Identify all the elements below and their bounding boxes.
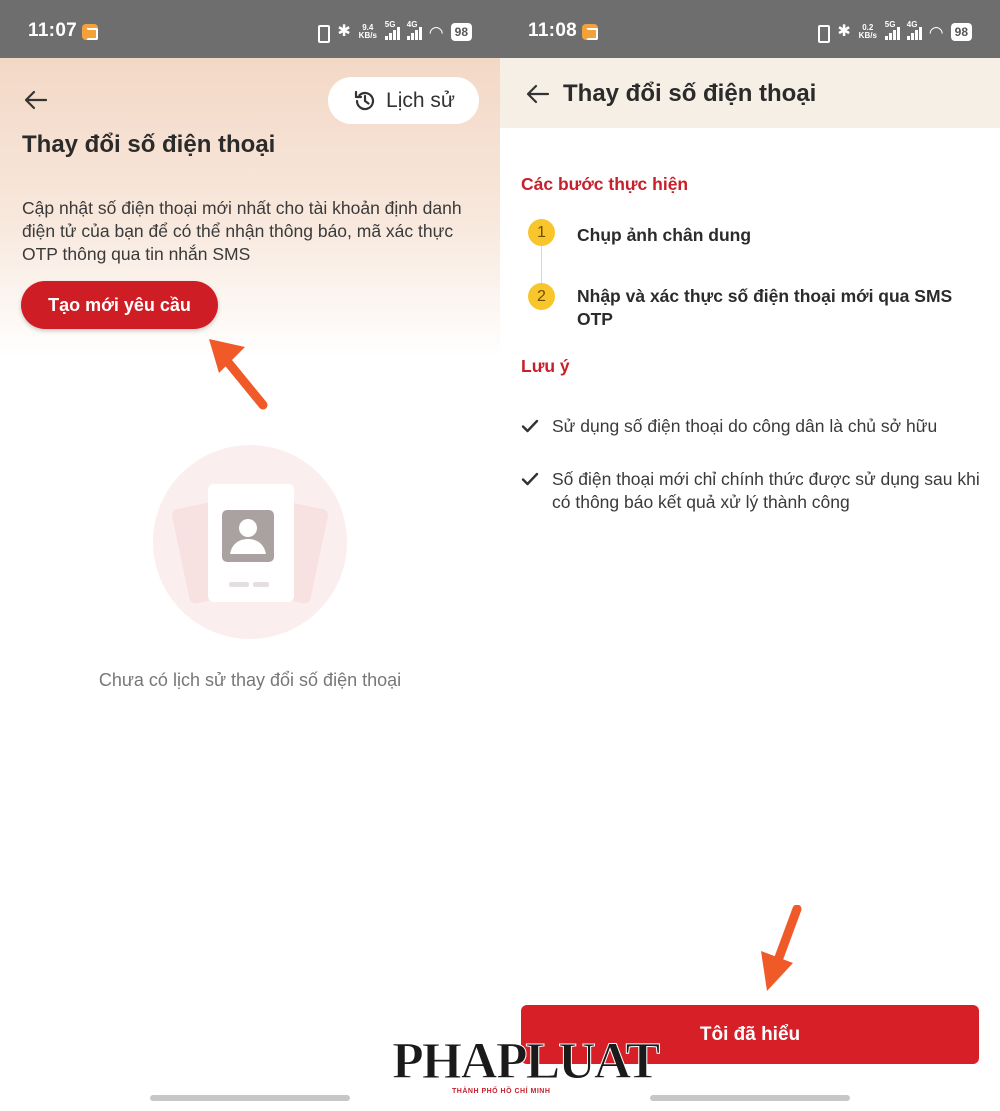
signal-icon: 4G	[407, 24, 422, 40]
battery-icon: 98	[951, 23, 972, 41]
vibrate-icon	[814, 24, 830, 40]
step-label: Nhập và xác thực số điện thoại mới qua SMS OTP	[577, 286, 953, 329]
wifi-icon: ◠	[428, 22, 444, 42]
signal-icon: 5G	[885, 24, 900, 40]
bluetooth-icon: ✱	[837, 23, 851, 40]
step-label: Chụp ảnh chân dung	[577, 225, 752, 245]
battery-icon: 98	[451, 23, 472, 41]
screen-instructions	[500, 0, 1000, 1111]
understood-button[interactable]: Tôi đã hiểu	[521, 1005, 979, 1064]
status-time: 11:08	[528, 20, 578, 41]
vibrate-icon	[314, 24, 330, 40]
app-notification-icon	[82, 24, 98, 40]
step-number-badge: 2	[528, 283, 555, 310]
annotation-arrow-icon	[755, 905, 805, 993]
watermark-logo	[392, 1032, 659, 1096]
signal-icon: 4G	[907, 24, 922, 40]
signal-icon: 5G	[385, 24, 400, 40]
back-arrow-icon[interactable]	[22, 86, 50, 114]
home-indicator[interactable]	[150, 1095, 350, 1101]
annotation-arrow-icon	[205, 333, 275, 413]
history-button[interactable]	[328, 77, 479, 124]
home-indicator[interactable]	[650, 1095, 850, 1101]
status-bar	[500, 0, 1000, 58]
note-item: Sử dụng số điện thoại do công dân là chủ sở hữu	[552, 416, 938, 436]
network-speed: 0.2 KB/s	[858, 23, 877, 40]
status-time: 11:07	[28, 20, 78, 41]
empty-history-illustration	[152, 444, 348, 640]
check-icon	[521, 471, 539, 487]
page-title: Thay đổi số điện thoại	[22, 131, 276, 158]
steps-heading: Các bước thực hiện	[521, 174, 689, 194]
note-item: Số điện thoại mới chỉ chính thức được sử dụng sau khi có thông báo kết quả xử lý thành công	[552, 469, 980, 512]
check-icon	[521, 418, 539, 434]
empty-state-text: Chưa có lịch sử thay đổi số điện thoại	[98, 670, 402, 690]
watermark-logo-text: PHAPLUAT	[392, 1033, 659, 1090]
app-notification-icon	[582, 24, 598, 40]
notes-heading: Lưu ý	[521, 356, 570, 376]
back-arrow-icon[interactable]	[524, 80, 552, 108]
page-title: Thay đổi số điện thoại	[563, 80, 817, 107]
network-speed: 9.4 KB/s	[358, 23, 377, 40]
step-connector	[541, 246, 542, 284]
history-clock-icon	[352, 88, 378, 114]
watermark-logo-subtext: THÀNH PHỐ HỒ CHÍ MINH	[452, 1088, 551, 1095]
step-number-badge: 1	[528, 219, 555, 246]
wifi-icon: ◠	[928, 22, 944, 42]
status-bar	[0, 0, 500, 58]
create-request-button[interactable]: Tạo mới yêu cầu	[21, 281, 218, 329]
bluetooth-icon: ✱	[337, 23, 351, 40]
page-description: Cập nhật số điện thoại mới nhất cho tài khoản định danh điện tử của bạn để có thể nhận thông báo, mã xác thực OTP thông qua tin nhắn SMS	[22, 198, 462, 264]
history-label: Lịch sử	[386, 88, 455, 112]
